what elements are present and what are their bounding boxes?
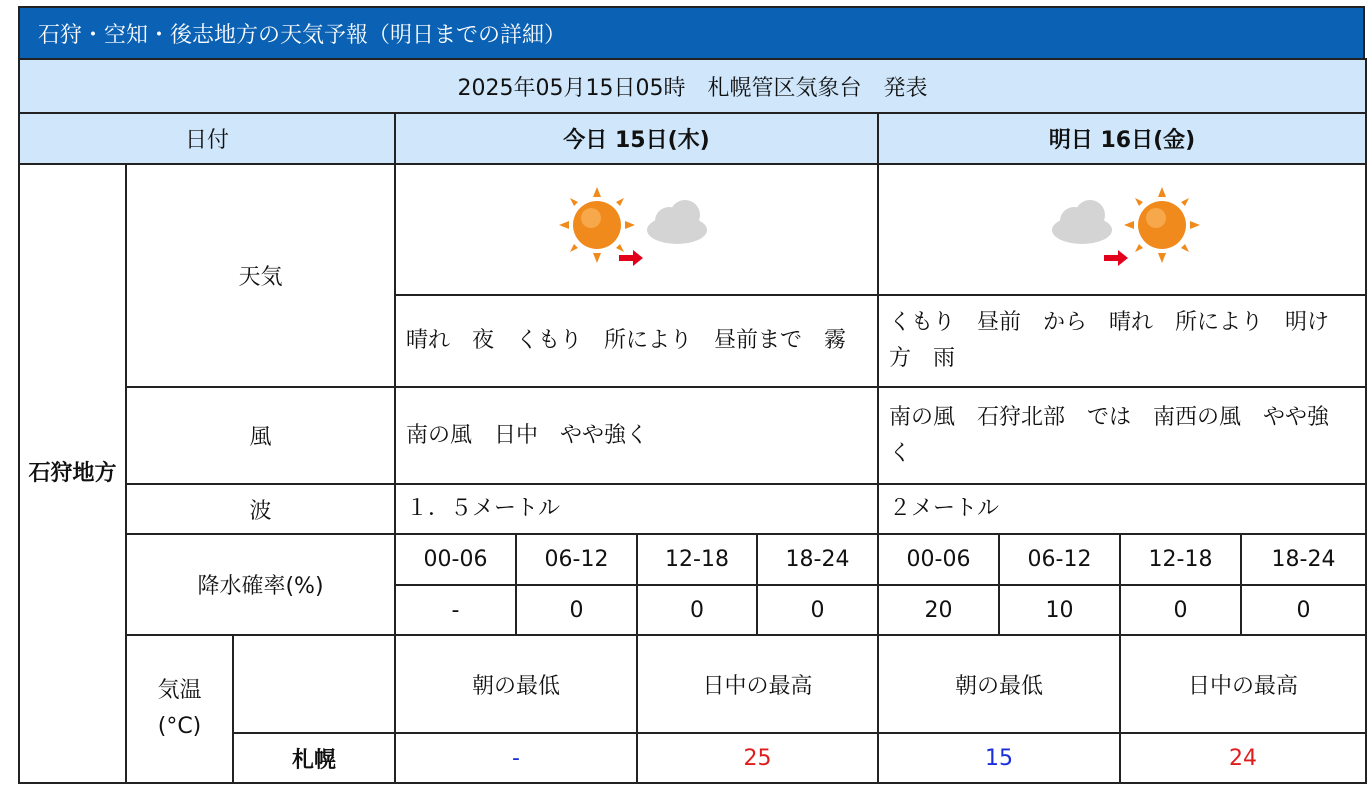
pop-period: 00-06 [395, 534, 516, 585]
pop-value: 0 [637, 585, 757, 635]
pop-value: 0 [1120, 585, 1241, 635]
tomorrow-max-temp: 24 [1120, 733, 1366, 783]
date-header: 日付 [19, 113, 395, 164]
today-min-temp: - [395, 733, 637, 783]
tomorrow-wind: 南の風 石狩北部 では 南西の風 やや強く [878, 387, 1366, 484]
tomorrow-wave: ２メートル [878, 484, 1366, 534]
today-wave: １．５メートル [395, 484, 878, 534]
tomorrow-weather-icon [878, 164, 1366, 295]
pop-value: 0 [757, 585, 878, 635]
forecast-table [18, 58, 1367, 784]
transition-arrow-icon [619, 250, 643, 266]
temp-blank-cell [233, 635, 395, 733]
wind-label: 風 [126, 387, 395, 484]
sun-icon [1124, 187, 1200, 263]
pop-value: 10 [999, 585, 1120, 635]
today-weather-text: 晴れ 夜 くもり 所により 昼前まで 霧 [395, 295, 878, 387]
today-max-temp: 25 [637, 733, 878, 783]
pop-period: 18-24 [757, 534, 878, 585]
weather-label: 天気 [126, 164, 395, 387]
wave-label: 波 [126, 484, 395, 534]
tomorrow-weather-text: くもり 昼前 から 晴れ 所により 明け方 雨 [878, 295, 1366, 387]
today-wind: 南の風 日中 やや強く [395, 387, 878, 484]
today-weather-icon [395, 164, 878, 295]
today-header: 今日 15日(木) [395, 113, 878, 164]
pop-value: - [395, 585, 516, 635]
pop-period: 06-12 [999, 534, 1120, 585]
city-name: 札幌 [233, 733, 395, 783]
pop-value: 20 [878, 585, 999, 635]
cloud-icon [647, 200, 707, 244]
pop-period: 00-06 [878, 534, 999, 585]
pop-period: 06-12 [516, 534, 637, 585]
today-max-label: 日中の最高 [637, 635, 878, 733]
cloud-icon [1052, 200, 1112, 244]
forecast-panel [18, 6, 1365, 784]
tomorrow-header: 明日 16日(金) [878, 113, 1366, 164]
forecast-title: 石狩・空知・後志地方の天気予報（明日までの詳細） [18, 6, 1365, 58]
today-min-label: 朝の最低 [395, 635, 637, 733]
pop-period: 12-18 [637, 534, 757, 585]
transition-arrow-icon [1104, 250, 1128, 266]
pop-label: 降水確率(%) [126, 534, 395, 635]
pop-value: 0 [1241, 585, 1366, 635]
temp-label: 気温 (°C) [126, 635, 233, 783]
sun-icon [559, 187, 635, 263]
pop-period: 18-24 [1241, 534, 1366, 585]
tomorrow-min-label: 朝の最低 [878, 635, 1120, 733]
pop-value: 0 [516, 585, 637, 635]
tomorrow-max-label: 日中の最高 [1120, 635, 1366, 733]
issued-info: 2025年05月15日05時 札幌管区気象台 発表 [19, 59, 1366, 113]
pop-period: 12-18 [1120, 534, 1241, 585]
region-label: 石狩地方 [19, 164, 126, 783]
tomorrow-min-temp: 15 [878, 733, 1120, 783]
